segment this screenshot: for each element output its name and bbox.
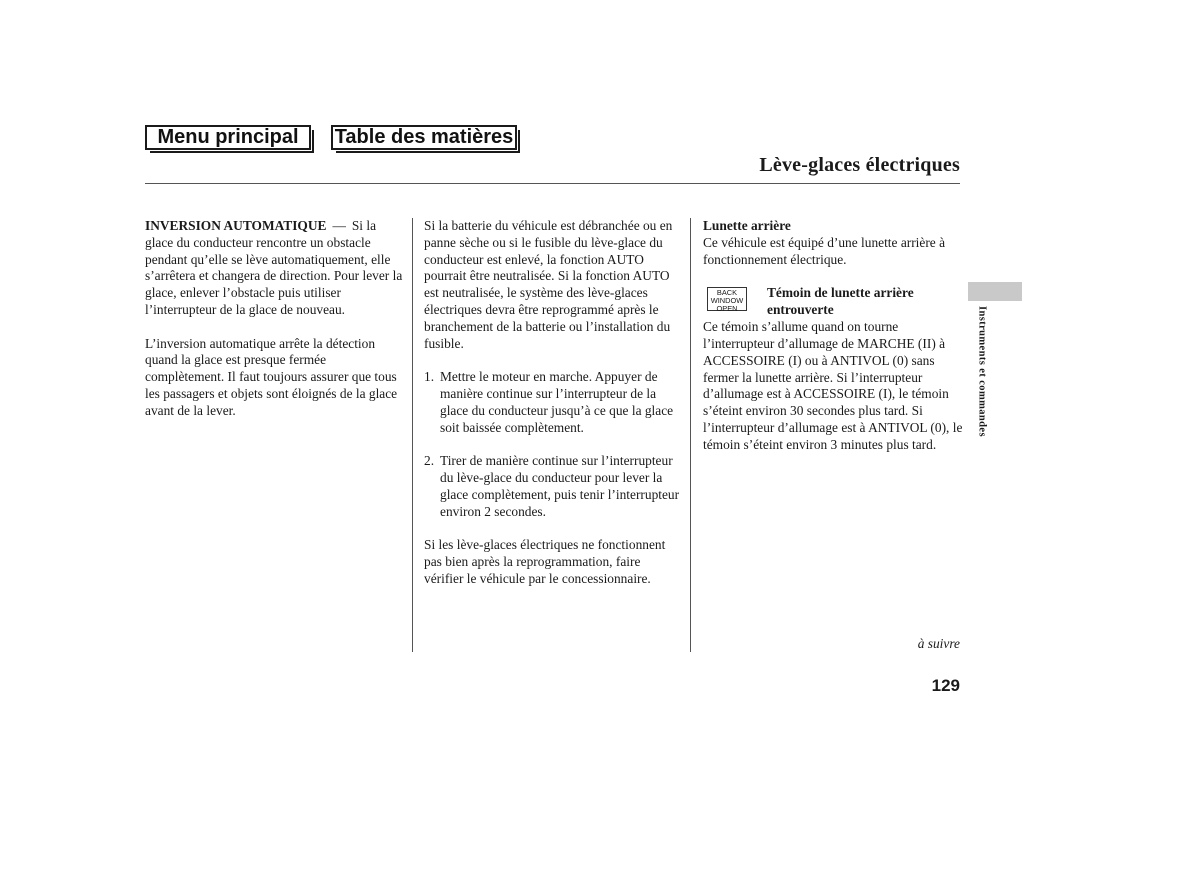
column-middle [424,218,680,604]
icon-line-open: OPEN [716,303,738,313]
em-dash: — [332,218,346,233]
indicator-section [703,285,965,319]
column-left [145,218,403,436]
indicator-heading: Témoin de lunette arrière entrouverte [767,285,914,317]
battery-paragraph: Si la batterie du véhicule est débranchée ou en panne sèche ou si le fusible du lève-glace du conducteur est enlevé, la fonction AUTO pourrait être neutralisée. Si la fonction AUTO est neutralisée, le système des lève-glaces électriques devra être reprogrammé après le branchement de la batterie ou l’installation du fusible. [424,218,673,351]
auto-reverse-text: Si la glace du conducteur rencontre un obstacle pendant qu’elle se lève automatiquement, elle s’arrêtera et changera de direction. Pour lever la glace, enlever l’obstacle puis utiliser l’interrupteur de la glace de nouveau. [145,218,403,317]
step-number: 1. [424,369,435,385]
column-right [703,218,965,454]
icon-line-window: WINDOW [710,295,744,305]
detection-paragraph: L’inversion automatique arrête la détection quand la glace est presque fermée complètement. Il faut toujours assurer que tous les passagers et objets sont éloignés de la glace avant de la lever. [145,335,398,418]
indicator-text: Ce témoin s’allume quand on tourne l’interrupteur d’allumage de MARCHE (II) à ACCESSOIRE (I) ou à ANTIVOL (0) sans fermer la lunette arrière. Si l’interrupteur d’allumage est à ACCESSOIRE (I), le témoin s’éteint environ 30 secondes plus tard. Si l’interrupteur d’allumage est à ANTIVOL (0), le témoin s’éteint environ 3 minutes plus tard. [703,319,963,452]
icon-line-back: BACK [716,288,738,298]
auto-reverse-paragraph [145,218,403,319]
table-of-contents-button[interactable]: Table des matières [331,125,517,150]
section-side-label: Instruments et commandes [976,306,988,437]
column-divider-1 [412,218,413,652]
dealer-paragraph: Si les lève-glaces électriques ne fonctionnent pas bien après la reprogrammation, faire vérifier le véhicule par le concessionnaire. [424,537,666,586]
back-window-open-icon [707,287,747,311]
reprogramming-steps [424,369,680,520]
rear-window-heading: Lunette arrière [703,218,791,233]
continued-label: à suivre [917,636,960,651]
section-tab-marker [968,282,1022,301]
page-number: 129 [931,676,960,695]
step-text: Tirer de manière continue sur l’interrupteur du lève-glace du conducteur pour lever la glace complètement, puis tenir l’interrupteur environ 2 secondes. [440,453,680,519]
list-item [424,453,680,520]
header-divider [145,183,960,184]
main-menu-button[interactable]: Menu principal [145,125,311,150]
list-item [424,369,680,436]
column-divider-2 [690,218,691,652]
step-text: Mettre le moteur en marche. Appuyer de manière continue sur l’interrupteur de la glace du conducteur jusqu’à ce que la glace soit baissée complètement. [440,369,674,435]
page-title: Lève-glaces électriques [759,154,960,176]
rear-window-text: Ce véhicule est équipé d’une lunette arrière à fonctionnement électrique. [703,234,946,267]
auto-reverse-heading: INVERSION AUTOMATIQUE [145,218,327,233]
step-number: 2. [424,453,435,469]
